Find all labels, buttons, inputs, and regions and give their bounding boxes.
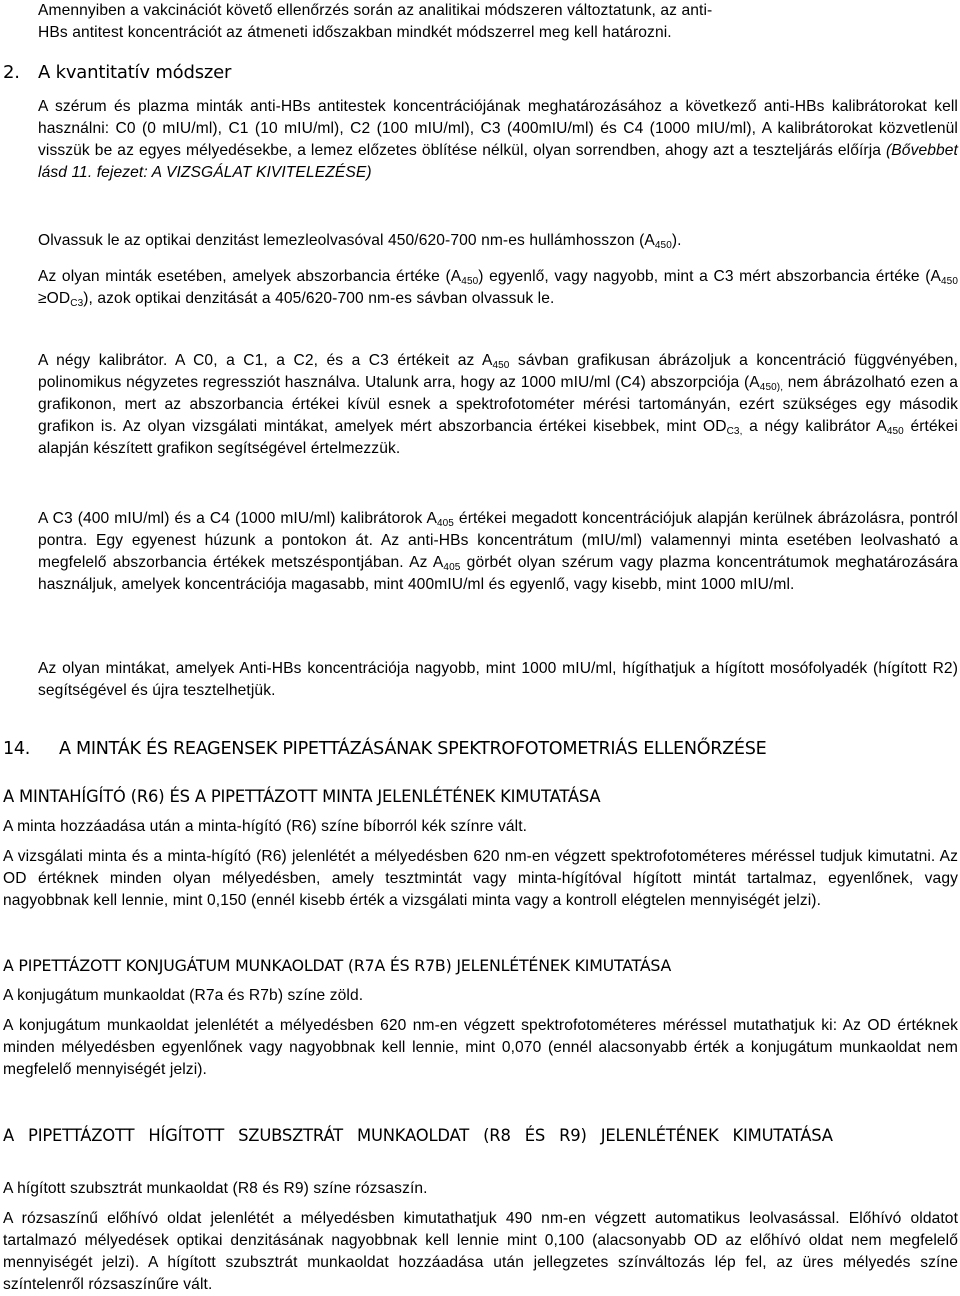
four-cal-text-e: értékei alapján készített grafikon segítségével értelmezzük. <box>38 418 958 457</box>
c3c4-sub-1: 405 <box>436 518 454 529</box>
four-cal-sub-2: 450), <box>759 382 784 393</box>
dilution-paragraph: Az olyan mintákat, amelyek Anti-HBs koncentrációja nagyobb, mint 1000 mIU/ml, hígíthatjuk a hígított mosófolyadék (hígított R2) segítségével és újra tesztelhetjük. <box>38 660 958 699</box>
four-cal-sub-3: C3, <box>726 426 743 437</box>
high-abs-text-c: ≥OD <box>38 290 71 307</box>
section-14-title: A MINTÁK ÉS REAGENSEK PIPETTÁZÁSÁNAK SPEKTROFOTOMETRIÁS ELLENŐRZÉSE <box>59 739 767 759</box>
method-title: A kvantitatív módszer <box>38 62 232 83</box>
section-14-heading <box>3 738 766 760</box>
c3c4-sub-2: 405 <box>443 562 461 573</box>
subsection-2-heading: A PIPETTÁZOTT KONJUGÁTUM MUNKAOLDAT (R7A ÉS R7B) JELENLÉTÉNEK KIMUTATÁSA <box>3 956 672 975</box>
four-cal-text-a: A négy kalibrátor. A C0, a C1, a C2, és a C3 értékeit az A <box>38 352 493 369</box>
read-od-paragraph <box>38 230 958 252</box>
read-od-end: ). <box>671 232 682 249</box>
four-cal-sub-4: 450 <box>886 426 904 437</box>
calibrator-text: A szérum és plazma minták anti-HBs antitestek koncentrációjának meghatározásához a következő anti-HBs kalibrátorokat kell használni: C0 (0 mIU/ml), C1 (10 mIU/ml), C2 (100 mIU/ml), C3 (400mIU/ml) és C4 (1000 mIU/ml), A kalibrátorokat közvetlenül visszük be az egyes mélyedésekbe, a lemez előzetes öblítése nélkül, olyan sorrendben, ahogy azt a teszteljárás előírja <box>38 98 958 159</box>
calibrator-paragraph <box>38 96 958 184</box>
c3-c4-paragraph <box>38 508 958 596</box>
section-14-number: 14. <box>3 739 31 759</box>
four-cal-sub-1: 450 <box>492 360 510 371</box>
calibrator-reference: (Bővebbet lásd 11. fejezet: A VIZSGÁLAT KIVITELEZÉSE) <box>38 142 958 181</box>
subsection-2-color: A konjugátum munkaoldat (R7a és R7b) színe zöld. <box>3 987 364 1004</box>
intro-paragraph <box>38 0 952 44</box>
high-abs-text-b: ) egyenlő, vagy nagyobb, mint a C3 mért abszorbancia értéke (A <box>478 268 941 285</box>
four-cal-text-c: nem ábrázolható ezen a grafikonon, mert az abszorbancia értékei kívül esnek a spektrofotométer mérési tartományán, ezért szükséges egy második grafikon is. Az olyan vizsgálati mintákat, amelyek mért abszorbancia értékei kisebbek, mint OD <box>38 374 958 435</box>
intro-line-2: HBs antitest koncentrációt az átmeneti időszakban mindkét módszerrel meg kell határozni. <box>38 24 672 41</box>
subsection-1-color-change: A minta hozzáadása után a minta-hígító (R6) színe bíborról kék színre vált. <box>3 818 528 835</box>
subsection-1-detection: A vizsgálati minta és a minta-hígító (R6) jelenlétét a mélyedésben 620 nm-en végzett spektrofotométeres méréssel tudjuk kimutatni. Az OD értéknek minden olyan mélyedésben, amely tesztmintát vagy minta-hígítóval hígított mintát tartalmaz, egyenlőnek, vagy nagyobbnak kell lennie, mint 0,150 (ennél kisebb érték a vizsgálati minta vagy a kontroll elégtelen mennyiségét jelzi). <box>3 848 958 909</box>
c3c4-text-c: görbét olyan szérum vagy plazma koncentrátumok meghatározására használjuk, amelyek koncentrációja magasabb, mint 400mIU/ml és egyenlő, vagy kisebb, mint 1000 mIU/ml. <box>38 554 958 593</box>
intro-line-1: Amennyiben a vakcinációt követő ellenőrzés során az analitikai módszeren változtatunk, az anti- <box>38 2 713 19</box>
high-abs-text-d: ), azok optikai denzitását a 405/620-700 nm-es sávban olvassuk le. <box>83 290 555 307</box>
c3c4-text-a: A C3 (400 mIU/ml) és a C4 (1000 mIU/ml) kalibrátorok A <box>38 510 437 527</box>
subsection-3-detection: A rózsaszínű előhívó oldat jelenlétét a mélyedésben kimutathatjuk 490 nm-en végzett automatikus leolvasással. Előhívó oldatot tartalmazó mélyedések optikai denzitásának nagyobbnak kell lennie mint 0,100 (alacsonyabb OD az előhívó oldat nem megfelelő mennyiségét jelzi). A hígított szubsztrát munkaoldat hozzáadása után jellegzetes színváltozás lép fel, az üres mélyedés színe színtelenről rózsaszínűre vált. <box>3 1210 958 1293</box>
c3c4-text-b: értékei megadott koncentrációjuk alapján kerülnek ábrázolásra, pontról pontra. Egy egyenest húzunk a pontokon át. Az anti-HBs koncentrátum (mIU/ml) valamennyi minta esetében leolvasható a megfelelő abszorbancia értékek metszéspontjában. Az A <box>38 510 958 571</box>
high-abs-sub-3: C3 <box>70 298 84 309</box>
four-cal-text-d: a négy kalibrátor A <box>742 418 887 435</box>
high-abs-sub-2: 450 <box>941 276 958 287</box>
high-abs-sub-1: 450 <box>461 276 479 287</box>
subsection-3-color: A hígított szubsztrát munkaoldat (R8 és R9) színe rózsaszín. <box>3 1180 428 1197</box>
method-number: 2. <box>3 62 20 83</box>
subsection-3-heading: A PIPETTÁZOTT HÍGÍTOTT SZUBSZTRÁT MUNKAOLDAT (R8 ÉS R9) JELENLÉTÉNEK KIMUTATÁSA <box>3 1126 833 1145</box>
subsection-2-detection: A konjugátum munkaoldat jelenlétét a mélyedésben 620 nm-en végzett spektrofotométeres méréssel mutathatjuk ki: Az OD értéknek minden mélyedésben egyenlőnek vagy nagyobbnak kell lennie, mint 0,070 (ennél alacsonyabb érték a konjugátum munkaoldat nem megfelelő mennyiségét jelzi). <box>3 1017 958 1078</box>
read-od-text: Olvassuk le az optikai denzitást lemezleolvasóval 450/620-700 nm-es hullámhosszon (A <box>38 232 655 249</box>
high-abs-text-a: Az olyan minták esetében, amelyek abszorbancia értéke (A <box>38 268 462 285</box>
four-calibrator-paragraph <box>38 350 958 460</box>
four-cal-text-b: sávban grafikusan ábrázoljuk a koncentráció függvényében, polinomikus négyzetes regressziót használva. Utalunk arra, hogy az 1000 mIU/ml (C4) abszorpciója (A <box>38 352 958 391</box>
read-od-subscript: 450 <box>654 240 672 251</box>
method-heading <box>3 62 231 84</box>
high-absorbance-paragraph <box>38 266 958 310</box>
subsection-1-heading: A MINTAHÍGÍTÓ (R6) ÉS A PIPETTÁZOTT MINTA JELENLÉTÉNEK KIMUTATÁSA <box>3 787 601 806</box>
